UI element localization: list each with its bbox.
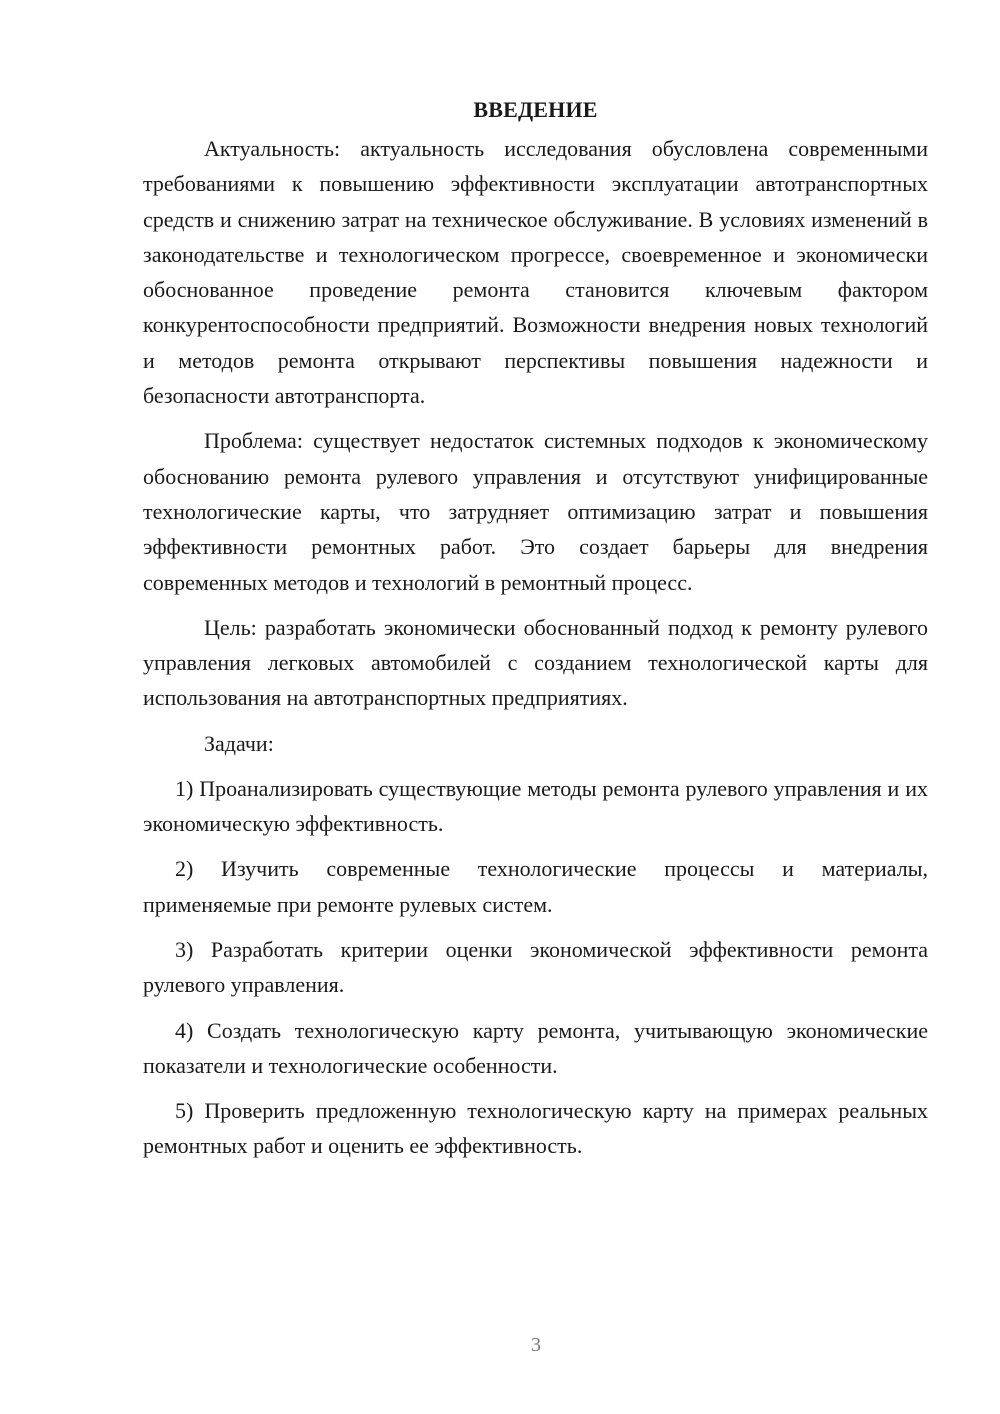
page-title: ВВЕДЕНИЕ — [473, 97, 598, 122]
task-item-2: 2) Изучить современные технологические процессы и материалы, применяемые при ремонте рулевых систем. — [143, 856, 928, 917]
tasks-list — [143, 771, 928, 1164]
task-item-3: 3) Разработать критерии оценки экономической эффективности ремонта рулевого управления. — [143, 936, 928, 998]
paragraph-goal: Цель: разработать экономически обоснованный подход к ремонту рулевого управления легковых автомобилей с созданием технологической карты для использования на автотранспортных предприятиях. — [143, 614, 928, 711]
task-item-1: 1) Проанализировать существующие методы ремонта рулевого управления и их экономическую эффективность. — [143, 775, 928, 837]
page-number: 3 — [531, 1334, 541, 1356]
tasks-heading: Задачи: — [204, 730, 274, 756]
paragraph-relevance: Актуальность: актуальность исследования обусловлена современными требованиями к повышению эффективности эксплуатации автотранспортных средств и снижению затрат на техническое обслуживание. В условиях изменений в законодательстве и технологическом прогрессе, своевременное и экономически обоснованное проведение ремонта становится ключевым фактором конкурентоспособности предприятий. Возможности внедрения новых технологий и методов ремонта открывают перспективы повышения надежности и безопасности автотранспорта. — [143, 136, 928, 409]
task-item-5: 5) Проверить предложенную технологическую карту на примерах реальных ремонтных работ и оценить ее эффективность. — [143, 1098, 928, 1159]
paragraph-problem: Проблема: существует недостаток системных подходов к экономическому обоснованию ремонта рулевого управления и отсутствуют унифицированные технологические карты, что затрудняет оптимизацию затрат и повышения эффективности ремонтных работ. Это создает барьеры для внедрения современных методов и технологий в ремонтный процесс. — [143, 428, 928, 595]
task-item-4: 4) Создать технологическую карту ремонта, учитывающую экономические показатели и технологические особенности. — [143, 1017, 928, 1078]
page-content — [143, 92, 928, 1174]
